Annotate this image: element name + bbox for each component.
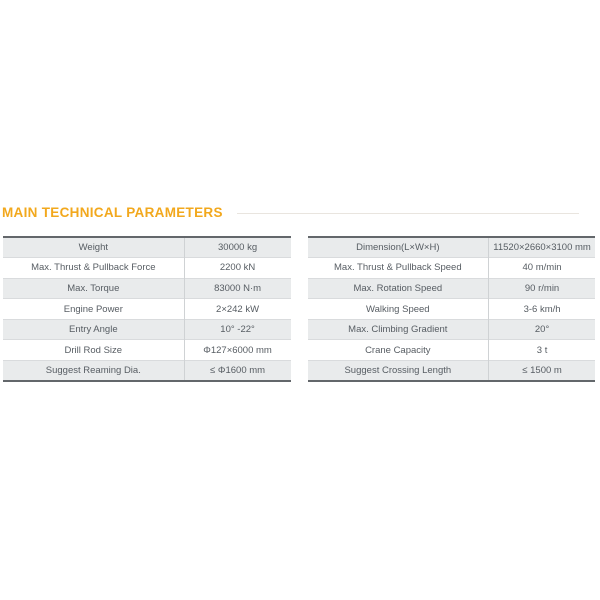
param-value: 30000 kg [184,237,290,258]
table-row [308,299,596,320]
param-label: Crane Capacity [308,340,489,361]
table-row [308,361,596,382]
param-value: 3-6 km/h [489,299,595,320]
table-row [3,278,291,299]
param-label: Max. Torque [3,278,184,299]
param-label: Suggest Crossing Length [308,361,489,382]
param-value: 20° [489,319,595,340]
table-row [3,258,291,279]
param-value: 2200 kN [184,258,290,279]
param-value: 3 t [489,340,595,361]
param-label: Suggest Reaming Dia. [3,361,184,382]
param-label: Dimension(L×W×H) [356,242,440,254]
param-label: Weight [78,242,109,254]
table-row [308,278,596,299]
param-value: 11520×2660×3100 mm [489,237,595,258]
param-value: Φ127×6000 mm [184,340,290,361]
param-value: ≤ 1500 m [489,361,595,382]
page-title: MAIN TECHNICAL PARAMETERS [2,205,223,220]
param-label: Engine Power [3,299,184,320]
table-row [308,319,596,340]
table-row [308,237,596,258]
param-value: 10° -22° [184,319,290,340]
param-label: Walking Speed [308,299,489,320]
header-rule [237,213,579,214]
table-row [308,258,596,279]
spec-table-right [308,236,596,382]
param-label: Max. Thrust & Pullback Force [3,258,184,279]
param-label: Max. Climbing Gradient [308,319,489,340]
param-label: Drill Rod Size [3,340,184,361]
table-row [3,319,291,340]
table-row [3,340,291,361]
section-header [2,205,579,220]
param-value: ≤ Φ1600 mm [184,361,290,382]
param-value: 90 r/min [489,278,595,299]
param-value: 83000 N·m [184,278,290,299]
table-row [308,340,596,361]
param-label: Entry Angle [3,319,184,340]
table-row [3,361,291,382]
param-value: 2×242 kW [184,299,290,320]
table-row [3,299,291,320]
spec-table-left [3,236,291,382]
param-label: Max. Rotation Speed [308,278,489,299]
param-value: 40 m/min [489,258,595,279]
table-row [3,237,291,258]
spec-tables-container [3,236,595,382]
param-label: Max. Thrust & Pullback Speed [308,258,489,279]
